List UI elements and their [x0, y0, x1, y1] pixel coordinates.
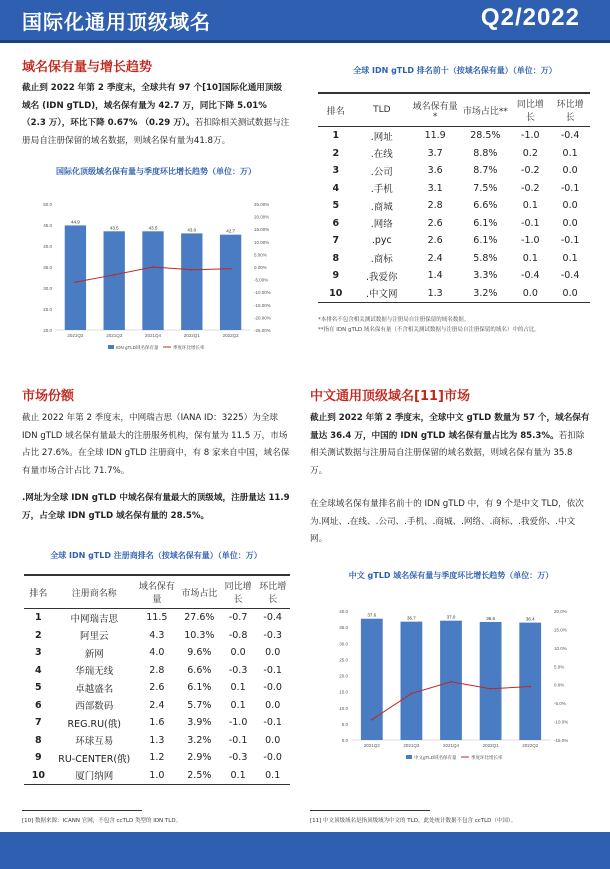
bar-value-label: 37.0	[446, 614, 456, 620]
table-cell: 0.1	[522, 200, 538, 212]
y-tick-label: 40.0	[339, 609, 348, 614]
bar	[480, 622, 502, 740]
col-qoq: 环比增长	[550, 93, 590, 127]
table-cell: 3.2%	[460, 285, 510, 303]
table-cell: .公司	[370, 166, 393, 178]
table-cell: 2	[332, 147, 340, 159]
rate-point	[450, 681, 452, 683]
y-tick-label: 5.0	[341, 721, 348, 727]
rate-point	[490, 688, 492, 690]
table-cell: 10	[24, 767, 53, 785]
holdings-paragraph-bold: 截止到 2022 年第 2 季度末，全球共有 97 个[10]国际化通用顶级域名 (IDN gTLD)，域名保有量为 42.7 万，同比下降 5.01% （2.3 万），环比下降 0.67% （0.29 万）。	[22, 83, 283, 128]
table-cell: 厦门纳网	[53, 767, 136, 785]
table-cell: 0.0	[562, 165, 578, 177]
table-cell: 0.1	[230, 699, 246, 711]
x-tick-label: 2021Q3	[106, 333, 123, 338]
legend-bar-label: IDN gTLD域名保有量	[116, 345, 159, 350]
table-cell: 0.1	[221, 767, 256, 785]
y-tick-label: 30.0	[43, 286, 52, 291]
table-cell: -0.8	[228, 629, 248, 641]
table-cell: -1.0	[521, 235, 540, 247]
col-tld: TLD	[354, 93, 410, 127]
top10-tld-title: 全球 IDN gTLD 排名前十（按域名保有量）（单位：万）	[353, 66, 557, 75]
quarter-label: Q2/2022	[480, 4, 580, 31]
y-tick-label: 25.0	[43, 307, 52, 312]
table-cell: 新网	[84, 648, 104, 660]
x-tick-label: 2021Q4	[144, 333, 162, 338]
table-cell: 0.0	[265, 734, 281, 746]
rate-point	[191, 269, 193, 271]
bar	[401, 622, 423, 740]
table-row	[318, 180, 590, 198]
bar-value-label: 42.7	[226, 228, 235, 234]
table-row	[318, 267, 590, 285]
y2-tick-label: 5.00%	[254, 252, 267, 258]
top10-note-1: *本排名不包含相关测试数据与注册局自注册保留的域名数据。	[318, 317, 470, 323]
top10-tld-table	[318, 92, 590, 303]
table-cell: 环球互易	[75, 736, 114, 748]
table-cell: -0.7	[228, 612, 248, 624]
table-cell: 0.0	[562, 217, 578, 229]
y2-tick-label: 15.00%	[254, 227, 270, 233]
table-cell: 0.0	[550, 285, 590, 303]
market-paragraph-2: .网址为全球 IDN gTLD 中域名保有量最大的顶级域，注册量达 11.9 万，占全球 IDN gTLD 域名保有量的 28.5%。	[22, 493, 290, 521]
y-tick-label: 50.0	[43, 202, 52, 207]
table-cell: -0.0	[263, 682, 282, 694]
col-holdings: 域名保有量*	[410, 93, 460, 127]
table-row	[318, 145, 590, 163]
table-cell: -0.1	[263, 664, 282, 676]
table-cell: 5.8%	[473, 252, 498, 264]
table-row	[318, 285, 590, 303]
y2-tick-label: -15.00%	[254, 302, 271, 308]
x-tick-label: 2022Q2	[522, 743, 539, 748]
table-cell: .在线	[370, 149, 393, 161]
table-cell: -0.1	[228, 734, 248, 746]
chinese-paragraph-1	[310, 410, 592, 480]
bar-value-label: 43.5	[109, 225, 119, 231]
table-cell: 卓越盛名	[75, 683, 114, 695]
table-cell: 7	[35, 717, 42, 729]
rate-point	[411, 693, 413, 695]
chinese-gtld-chart	[318, 605, 590, 770]
table-cell: .我爱你	[366, 271, 398, 283]
table-cell: 3.7	[427, 147, 443, 159]
bar-value-label: 43.0	[187, 227, 197, 233]
table-cell: 6.1%	[473, 217, 498, 229]
table-cell: 8	[332, 252, 340, 264]
table-cell: 3	[332, 165, 340, 177]
section-title-market: 市场份额	[22, 389, 75, 404]
table-cell: 9	[35, 752, 42, 764]
y-tick-label: 20.0	[43, 328, 52, 333]
table-cell: 8.7%	[473, 165, 498, 177]
table-row	[318, 162, 590, 180]
table-cell: 3.3%	[473, 270, 498, 282]
registrar-table	[24, 574, 290, 785]
bar-value-label: 37.6	[367, 612, 377, 618]
table-row	[24, 679, 290, 697]
table-row	[24, 627, 290, 645]
legend-bar-label: 中文gTLD域名保有量	[414, 755, 457, 760]
y-tick-label: 0.0	[341, 738, 348, 743]
chinese-paragraph-rest: 若扣除相关测试数据与注册局自注册保留的域名数据，则域名保有量为 35.8 万。	[310, 430, 585, 476]
table-cell: 9.6%	[187, 647, 212, 659]
table-cell: -1.0	[521, 130, 540, 142]
table-cell: 1.0	[136, 767, 178, 785]
table-row	[318, 215, 590, 233]
page-title: 国际化通用顶级域名	[22, 10, 211, 34]
table-row	[24, 714, 290, 732]
rate-point	[75, 281, 77, 283]
table-cell: 2.4	[149, 699, 165, 711]
idn-holdings-chart	[22, 198, 290, 360]
table-cell: .中文网	[354, 285, 410, 303]
table-cell: 0.1	[562, 252, 578, 264]
y2-tick-label: 20.0%	[554, 609, 567, 614]
table-cell: .рус	[371, 235, 392, 247]
bar	[142, 231, 163, 330]
table-cell: .手机	[370, 184, 393, 196]
table-cell: 6.1%	[187, 682, 212, 694]
table-cell: -0.4	[560, 130, 580, 142]
table-row	[318, 232, 590, 250]
table-cell: 5	[332, 200, 340, 212]
table-cell: 2.6	[149, 682, 165, 694]
y-tick-label: 20.0	[339, 673, 348, 679]
table-cell: .商标	[370, 254, 393, 266]
table-cell: 2.4	[427, 252, 443, 264]
table-cell: -0.1	[560, 182, 580, 194]
section-title-holdings: 域名保有量与增长趋势	[22, 60, 153, 75]
table-cell: 阿里云	[79, 631, 109, 643]
x-tick-label: 2021Q3	[403, 743, 420, 748]
table-row	[24, 662, 290, 680]
table-cell: 0.1	[230, 682, 246, 694]
table-row	[24, 609, 290, 627]
table-cell: 2.5%	[178, 767, 221, 785]
bar	[220, 235, 241, 330]
table-row	[24, 644, 290, 662]
table-row	[24, 767, 290, 785]
y-tick-label: 35.0	[339, 625, 348, 631]
y-tick-label: 25.0	[339, 657, 348, 663]
col-holdings: 域名保有量	[136, 575, 178, 609]
section-title-chinese-gtld: 中文通用顶级域名[11]市场	[310, 389, 470, 404]
y-tick-label: 15.0	[339, 689, 348, 695]
table-cell: -0.1	[263, 717, 282, 729]
table-cell: 5	[35, 682, 42, 694]
table-row	[24, 749, 290, 767]
bar-value-label: 36.6	[486, 615, 495, 621]
table-cell: REG.RU(俄)	[67, 718, 121, 730]
table-cell: 0.0	[265, 647, 281, 659]
top10-note-2: **指在 IDN gTLD 域名保有量（不含相关测试数据与注册局自注册保留的域名）中的占比。	[318, 327, 540, 333]
bar-value-label: 36.4	[525, 616, 535, 622]
footer-bar	[0, 832, 610, 869]
table-cell: 11.9	[424, 130, 446, 142]
table-cell: 6.1%	[473, 235, 498, 247]
col-yoy: 同比增长	[221, 575, 256, 609]
footnote-rule-right	[310, 810, 430, 811]
table-cell: 6	[332, 217, 340, 229]
col-registrar: 注册商名称	[53, 575, 136, 609]
y2-tick-label: -20.00%	[254, 315, 271, 321]
footnote-rule-left	[22, 810, 142, 811]
x-tick-label: 2021Q4	[442, 743, 460, 748]
rate-point	[113, 274, 115, 276]
col-rank: 排名	[318, 93, 354, 127]
table-row	[318, 127, 590, 145]
table-cell: .网址	[370, 131, 393, 143]
table-cell: 6.6%	[187, 664, 212, 676]
table-cell: 9	[332, 270, 340, 282]
registrar-table-title: 全球 IDN gTLD 注册商排名（按域名保有量）（单位：万）	[50, 551, 262, 560]
table-cell: 3.6	[427, 165, 443, 177]
table-cell: 7	[332, 235, 340, 247]
table-cell: 3	[35, 647, 42, 659]
table-cell: 2.6	[427, 235, 443, 247]
table-cell: -0.0	[263, 752, 282, 764]
table-cell: 0.1	[255, 767, 290, 785]
table-cell: 3.1	[427, 182, 443, 194]
market-paragraph-1: 截止 2022 年第 2 季度末，中网瑞吉思（IANA ID：3225）为全球 IDN gTLD 域名保有量最大的注册服务机构，保有量为 11.5 万，市场占比 27.6%。在全球 IDN gTLD 注册商中，有 8 家来自中国，域名保有量市场合计占比 71.7%。	[22, 413, 290, 476]
y2-tick-label: 25.00%	[254, 202, 270, 207]
y2-tick-label: -10.00%	[254, 290, 271, 296]
rate-point	[230, 268, 232, 270]
table-cell: 0.0	[230, 647, 246, 659]
table-cell: 6	[35, 699, 42, 711]
table-cell: 0.2	[522, 147, 538, 159]
bar	[519, 623, 541, 740]
bar	[361, 619, 383, 740]
table-cell: 0.0	[265, 699, 281, 711]
table-cell: -0.1	[521, 217, 540, 229]
table-cell: -1.0	[228, 717, 248, 729]
holdings-paragraph-rest: 若扣除相关测试数据与注册局自注册保留的域名数据，则域名保有量为41.8万。	[22, 118, 290, 146]
table-cell: -0.3	[228, 664, 248, 676]
y2-tick-label: -10.0%	[554, 719, 569, 725]
table-cell: -0.3	[263, 629, 282, 641]
table-cell: 11.5	[146, 612, 168, 624]
table-cell: -0.4	[263, 612, 282, 624]
rate-point	[529, 686, 531, 688]
y-tick-label: 40.0	[43, 244, 52, 249]
y2-tick-label: -5.00%	[254, 277, 269, 283]
col-qoq: 环比增长	[255, 575, 290, 609]
table-cell: -0.3	[228, 752, 248, 764]
y2-tick-label: 5.0%	[554, 664, 565, 670]
rate-point	[371, 719, 373, 721]
table-cell: RU-CENTER(俄)	[58, 753, 131, 765]
rate-point	[152, 266, 154, 268]
y-tick-label: 45.0	[43, 223, 52, 228]
y-tick-label: 30.0	[339, 641, 348, 647]
legend-bar-swatch	[108, 345, 114, 349]
table-cell: 1	[35, 612, 42, 624]
table-cell: 4	[35, 664, 42, 676]
table-cell: 7.5%	[473, 182, 498, 194]
table-cell: -0.4	[521, 270, 540, 282]
table-cell: 0.1	[562, 147, 578, 159]
table-cell: -0.1	[560, 235, 580, 247]
y2-tick-label: 20.00%	[254, 214, 270, 220]
table-cell: 1.2	[149, 752, 165, 764]
x-tick-label: 2022Q2	[222, 333, 239, 338]
y2-tick-label: 10.0%	[554, 645, 567, 651]
table-cell: -0.2	[521, 165, 540, 177]
x-tick-label: 2021Q2	[363, 743, 380, 748]
col-share: 市场占比	[178, 575, 221, 609]
chart2-title: 中文 gTLD 域名保有量与季度环比增长趋势（单位：万）	[348, 571, 554, 580]
table-cell: 8	[35, 734, 42, 746]
table-cell: 1.4	[427, 270, 443, 282]
footnote-10: [10] 数据来源：ICANN 官网，不包含 ccTLD 类型的 IDN TLD。	[22, 818, 182, 824]
table-row	[24, 732, 290, 750]
table-cell: 3.9%	[187, 717, 212, 729]
legend-line-label: 季度环比增长率	[173, 345, 205, 350]
table-row	[318, 197, 590, 215]
table-cell: 6.6%	[473, 200, 498, 212]
table-row	[318, 250, 590, 268]
table-cell: 27.6%	[184, 612, 215, 624]
table-row	[24, 697, 290, 715]
table-cell: 5.7%	[187, 699, 212, 711]
bar	[104, 231, 125, 330]
table-cell: 10.3%	[184, 629, 215, 641]
y-tick-label: 10.0	[339, 705, 348, 711]
table-cell: 8.8%	[473, 147, 498, 159]
y2-tick-label: -25.00%	[254, 328, 271, 333]
table-cell: 西部数码	[75, 701, 114, 713]
bar-value-label: 44.9	[71, 219, 80, 225]
table-cell: 华瑞无线	[75, 666, 114, 678]
y-tick-label: 35.0	[43, 265, 52, 270]
table-cell: .网络	[370, 219, 393, 231]
bar-value-label: 43.5	[148, 225, 158, 231]
table-cell: 4.3	[149, 629, 165, 641]
y2-tick-label: -5.0%	[554, 701, 566, 707]
chart1-title: 国际化顶级域名保有量与季度环比增长趋势（单位：万）	[56, 167, 256, 176]
table-cell: 0.0	[510, 285, 550, 303]
table-cell: 0.1	[522, 252, 538, 264]
x-tick-label: 2021Q2	[67, 333, 84, 338]
table-cell: 4	[332, 182, 340, 194]
table-cell: 中网瑞吉思	[70, 613, 118, 625]
table-cell: .商城	[370, 201, 393, 213]
col-rank: 排名	[24, 575, 53, 609]
col-yoy: 同比增长	[510, 93, 550, 127]
y2-tick-label: -15.0%	[554, 738, 569, 743]
col-share: 市场占比**	[460, 93, 510, 127]
table-cell: 10	[318, 285, 354, 303]
table-cell: 0.0	[562, 200, 578, 212]
legend-bar-swatch	[406, 755, 412, 759]
table-cell: 1	[332, 130, 340, 142]
table-cell: 2	[35, 629, 42, 641]
table-cell: 1.6	[149, 717, 165, 729]
bar-value-label: 36.7	[407, 615, 416, 621]
bar	[181, 233, 202, 330]
table-cell: -0.4	[560, 270, 580, 282]
table-cell: 2.6	[427, 217, 443, 229]
page-header	[0, 0, 610, 43]
table-cell: 4.0	[149, 647, 165, 659]
table-cell: 2.9%	[187, 752, 212, 764]
y2-tick-label: 0.0%	[554, 682, 565, 688]
table-cell: 2.8	[149, 664, 165, 676]
bar	[65, 225, 86, 330]
x-tick-label: 2022Q1	[482, 743, 499, 748]
chinese-paragraph-2: 在全球域名保有量排名前十的 IDN gTLD 中，有 9 个是中文 TLD，依次为.网址、.在线、.公司、.手机、.商城、.网络、.商标、.我爱你、.中文网。	[310, 499, 584, 544]
legend-line-label: 季度环比增长率	[471, 755, 503, 760]
footnote-11: [11] 中文顶级域名是指顶级域为中文的 TLD，此处统计数据不包含 ccTLD（中国）。	[310, 818, 517, 824]
table-cell: 28.5%	[470, 130, 501, 142]
table-cell: 3.2%	[187, 734, 212, 746]
bar	[440, 621, 462, 740]
x-tick-label: 2022Q1	[183, 333, 200, 338]
chinese-paragraph-bold: 截止到 2022 年第 2 季度末，全球中文 gTLD 数量为 57 个，域名保有量达 36.4 万，中国的 IDN gTLD 域名保有量占比为 85.3%。	[310, 413, 590, 441]
holdings-paragraph	[22, 80, 290, 150]
table-cell: -0.2	[521, 182, 540, 194]
y2-tick-label: 15.0%	[554, 627, 567, 633]
y2-tick-label: 10.00%	[254, 239, 270, 245]
table-cell: 1.3	[149, 734, 165, 746]
table-cell: 2.8	[427, 200, 443, 212]
y2-tick-label: 0.00%	[254, 265, 267, 270]
table-cell: 1.3	[410, 285, 460, 303]
